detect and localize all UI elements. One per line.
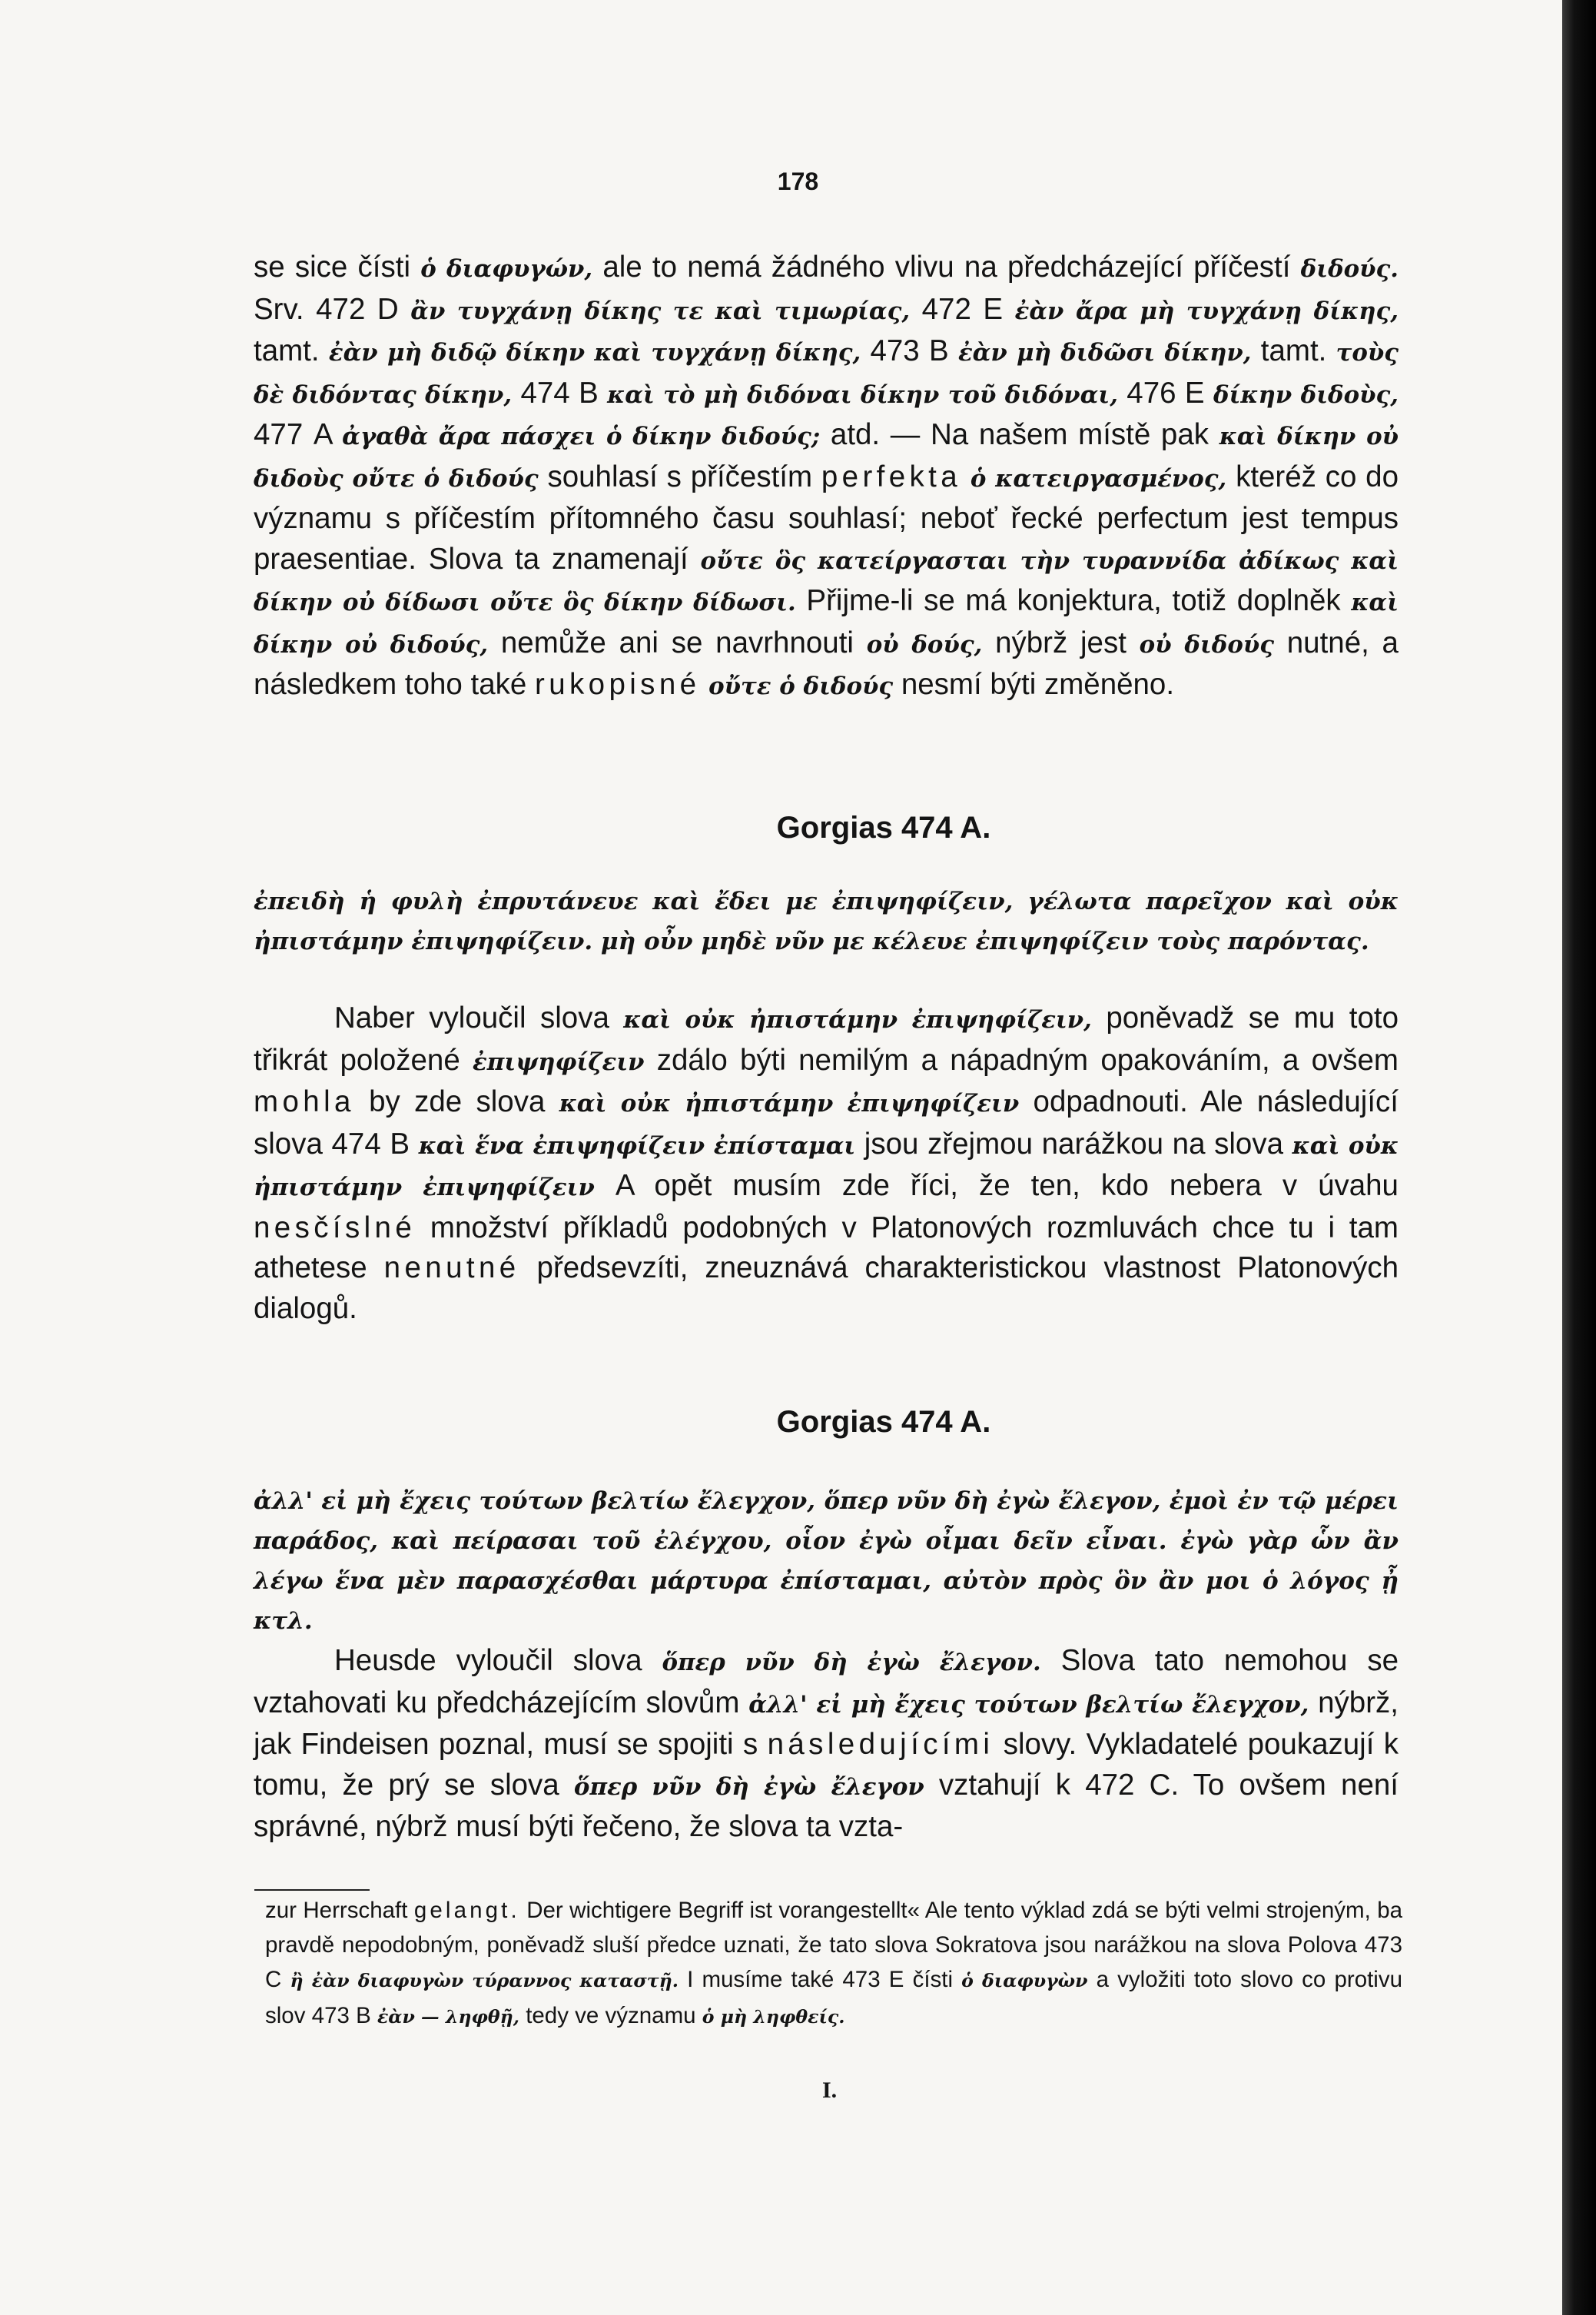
section-heading-1: Gorgias 474 A. (776, 811, 991, 845)
greek-phrase: ἐὰν μὴ διδῷ δίκην καὶ τυγχάνῃ δίκης, (328, 339, 861, 367)
greek-phrase: ὁ διαφυγὼν (961, 1970, 1088, 1991)
greek-phrase: οὐ δούς, (866, 630, 983, 659)
spaced-emphasis: nenutné (383, 1251, 520, 1284)
text-run: 476 E (1117, 376, 1213, 410)
text-run: Přijme-li se má konjektura, totiž doplněk (795, 584, 1352, 617)
greek-phrase: καὶ οὐκ ἠπιστάμην ἐπιψηφίζειν, (623, 1006, 1092, 1034)
greek-phrase: ἐὰν — ληφθῇ, (377, 2006, 519, 2028)
paragraph-1 (254, 247, 1399, 707)
text-run: nýbrž, jak Findeisen poznal, musí se spojiti s (254, 1686, 1399, 1761)
text-run: Der wichtigere Begriff ist vorangestellt« Ale tento výklad zdá se býti velmi strojeným, ba pravdě nepodobným, poněvadž sluší předce uznati, že tato slova Sokratova jsou narážkou na slova Polova 473 C (265, 1898, 1403, 1992)
footnote (265, 1893, 1402, 2034)
text-run: zur Herrschaft (265, 1898, 414, 1923)
greek-phrase: τοὺς δὲ διδόντας δίκην, (254, 339, 1399, 409)
text-run: atd. — Na našem místě pak (820, 418, 1219, 451)
paragraph-3 (254, 1641, 1399, 1848)
text-run: odpadnouti. Ale následující slova 474 B (254, 1085, 1399, 1161)
greek-phrase: οὔτε ὁ διδούς (708, 673, 894, 700)
text-run: nesmí býti změněno. (893, 668, 1175, 701)
text-run: nýbrž jest (982, 626, 1140, 659)
paragraph-2 (254, 998, 1399, 1329)
text-run: a vyložiti toto slovo co protivu slov 473 B (265, 1967, 1403, 2028)
text-run: Srv. 472 D (254, 292, 411, 326)
greek-phrase: ἂν τυγχάνῃ δίκης τε καὶ τιμωρίας, (410, 297, 911, 325)
greek-phrase: ἀλλ' εἰ μὴ ἔχεις τούτων βελτίω ἔλεγχον, (748, 1690, 1309, 1719)
greek-quote-2-text: ἀλλ' εἰ μὴ ἔχεις τούτων βελτίω ἔλεγχον, ὅπερ νῦν δὴ ἐγὼ ἔλεγον, ἐμοὶ ἐν τῷ μέρει παράδος, καὶ πείρασαι τοῦ ἐλέγχου, οἷον ἐγὼ οἶμαι δεῖν εἶναι. ἐγὼ γὰρ ὧν ἂν λέγω ἕνα μὲν παρασχέσθαι μάρτυρα ἐπίσταμαι, αὐτὸν πρὸς ὃν ἂν μοι ὁ λόγος ᾖ κτλ. (254, 1487, 1399, 1635)
greek-phrase: ὅπερ νῦν δὴ ἐγὼ ἔλεγον. (662, 1649, 1041, 1676)
text-run: I musíme také 473 E čísti (678, 1967, 962, 1992)
text-run: tamt. (1251, 334, 1336, 367)
text-run: předsevzíti, zneuznává charakteristickou vlastnost Platonových dialogů. (254, 1251, 1399, 1325)
spaced-emphasis: nesčíslné (254, 1211, 416, 1244)
text-run: zdálo býti nemilým a nápadným opakováním, a ovšem (644, 1043, 1399, 1077)
text-run: nemůže ani se navrhnouti (488, 626, 867, 659)
greek-phrase: ἐπιψηφίζειν (472, 1048, 645, 1076)
greek-phrase: διδούς. (1300, 255, 1399, 283)
text-run: 473 B (861, 334, 958, 367)
text-run: A opět musím zde říci, že ten, kdo nebera v úvahu (594, 1169, 1399, 1202)
greek-phrase: καὶ δίκην οὐ διδοὺς οὔτε ὁ διδούς (254, 423, 1399, 493)
greek-phrase: οὐ διδούς (1139, 630, 1274, 659)
text-run: souhlasí s příčestím (538, 460, 821, 493)
greek-phrase: καὶ οὐκ ἠπιστάμην ἐπιψηφίζειν (559, 1090, 1020, 1118)
greek-phrase: ὁ κατειργασμένος, (970, 464, 1227, 493)
text-run: jsou zřejmou narážkou na slova (855, 1127, 1292, 1161)
paragraph-1-text (254, 247, 1399, 707)
page-edge-shadow (1562, 0, 1596, 2315)
text-run: Heusde vyloučil slova (334, 1644, 662, 1677)
text-run: poněvadž se mu toto třikrát položené (254, 1001, 1399, 1077)
greek-phrase: ὅπερ νῦν δὴ ἐγὼ ἔλεγον (573, 1772, 924, 1801)
greek-phrase: καὶ δίκην οὐ διδούς, (254, 589, 1399, 659)
text-run: Slova tato nemohou se vztahovati ku předcházejícím slovům (254, 1644, 1399, 1719)
greek-phrase: καὶ οὐκ ἠπιστάμην ἐπιψηφίζειν (254, 1131, 1399, 1201)
text-run (700, 668, 708, 701)
text-run: kteréž co do významu s příčestím přítomného času souhlasí; neboť řecké perfectum jest tempus praesentiae. Slova ta znamenají (254, 460, 1399, 576)
greek-quote-2 (254, 1481, 1399, 1641)
greek-phrase: ἐὰν ἄρα μὴ τυγχάνῃ δίκης, (1014, 297, 1399, 325)
text-run: 472 E (910, 292, 1015, 326)
paragraph-2-text (254, 998, 1399, 1329)
greek-phrase: καὶ τὸ μὴ διδόναι δίκην τοῦ διδόναι, (607, 380, 1118, 409)
greek-phrase: ἐὰν μὴ διδῶσι δίκην, (957, 339, 1252, 367)
text-run: se sice čísti (254, 251, 421, 284)
text-run: tedy ve významu (519, 2003, 702, 2028)
greek-quote-1-text: ἐπειδὴ ἡ φυλὴ ἐπρυτάνευε καὶ ἔδει με ἐπιψηφίζειν, γέλωτα παρεῖχον καὶ οὐκ ἠπιστάμην ἐπιψηφίζειν. μὴ οὖν μηδὲ νῦν με κέλευε ἐπιψηφίζειν τοὺς παρόντας. (254, 888, 1399, 955)
spaced-emphasis: gelangt. (413, 1898, 520, 1923)
greek-phrase: οὔτε ὃς κατείργασται τὴν τυραννίδα ἀδίκως καὶ δίκην οὐ δίδωσι οὔτε ὃς δίκην δίδωσι. (254, 546, 1399, 616)
footnote-text (265, 1893, 1402, 2034)
text-run: slovy. Vykladatelé poukazují k tomu, že prý se slova (254, 1728, 1399, 1802)
text-run: ale to nemá žádného vlivu na předcházející příčestí (592, 251, 1301, 284)
text-run: by zde slova (354, 1085, 559, 1118)
greek-phrase: ἢ ἐὰν διαφυγὼν τύραννος καταστῇ. (290, 1970, 679, 1991)
text-run: 477 A (254, 418, 343, 451)
greek-phrase: δίκην διδοὺς, (1213, 380, 1399, 409)
text-run: vztahují k 472 C. To ovšem není správné, nýbrž musí býti řečeno, že slova ta vzta- (254, 1768, 1399, 1843)
greek-phrase: ὁ μὴ ληφθείς. (702, 2006, 845, 2028)
text-run: množství příkladů podobných v Platonových rozmluvách chce tu i tam athetese (254, 1211, 1399, 1284)
greek-phrase: ὁ διαφυγών, (420, 255, 593, 283)
spaced-emphasis: následujícími (767, 1728, 994, 1761)
footnote-rule (254, 1889, 370, 1891)
text-run (961, 460, 971, 493)
spaced-emphasis: rukopisné (534, 668, 701, 701)
greek-phrase: καὶ ἕνα ἐπιψηφίζειν ἐπίσταμαι (418, 1131, 856, 1160)
text-run: 474 B (512, 376, 608, 410)
text-run: tamt. (254, 334, 329, 367)
greek-quote-1 (254, 882, 1399, 962)
spaced-emphasis: perfekta (821, 460, 962, 493)
signature-mark: I. (822, 2078, 838, 2103)
spaced-emphasis: mohla (254, 1085, 355, 1118)
paragraph-3-text (254, 1641, 1399, 1848)
section-heading-2: Gorgias 474 A. (776, 1405, 991, 1439)
text-run: Naber vyloučil slova (334, 1001, 624, 1035)
greek-phrase: ἀγαθὰ ἄρα πάσχει ὁ δίκην διδούς; (342, 423, 821, 450)
text-run: nutné, a následkem toho také (254, 626, 1399, 701)
page-number: 178 (777, 168, 819, 195)
